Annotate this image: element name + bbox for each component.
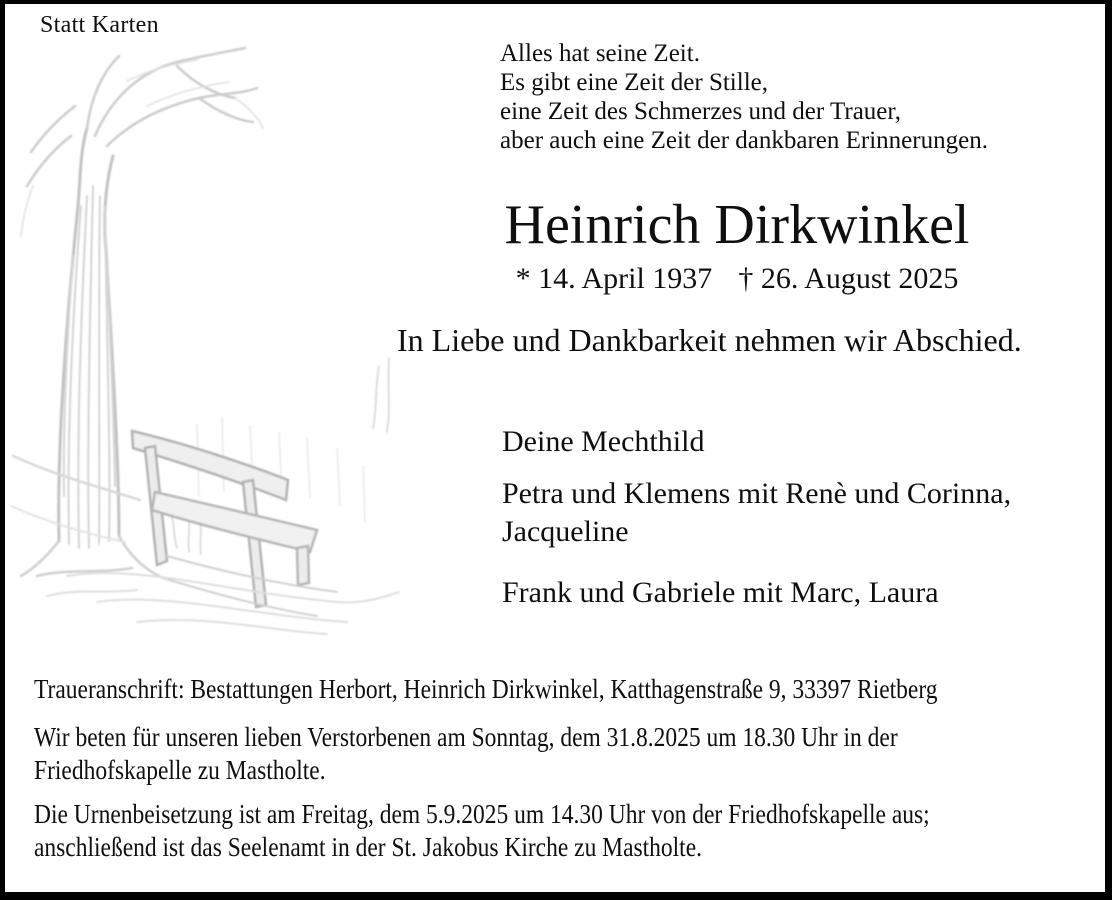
mourner-group <box>502 423 1011 461</box>
mourner-group <box>502 475 1011 551</box>
poem-line: eine Zeit des Schmerzes und der Trauer, <box>500 98 901 125</box>
life-dates <box>432 262 1042 296</box>
mourner-group <box>502 574 1011 612</box>
mourner-line: Frank und Gabriele mit Marc, Laura <box>502 576 939 609</box>
mourner-line: Petra und Klemens mit Renè und Corinna, <box>502 477 1012 510</box>
burial-info <box>34 798 930 864</box>
poem-line: Es gibt eine Zeit der Stille, <box>500 69 768 96</box>
deceased-name: Heinrich Dirkwinkel <box>504 194 970 256</box>
burial-line: Die Urnenbeisetzung ist am Freitag, dem 5.9.2025 um 14.30 Uhr von der Friedhofskapelle aus; <box>34 799 930 829</box>
tree-bench-sketch-icon <box>7 36 439 654</box>
burial-line: anschließend ist das Seelenamt in der St. Jakobus Kirche zu Mastholte. <box>34 832 703 862</box>
header-note: Statt Karten <box>40 12 159 38</box>
prayer-line: Wir beten für unseren lieben Verstorbenen am Sonntag, dem 31.8.2025 um 18.30 Uhr in der <box>34 722 898 752</box>
farewell-line: In Liebe und Dankbarkeit nehmen wir Abschied. <box>397 322 1022 358</box>
mourning-address: Traueranschrift: Bestattungen Herbort, Heinrich Dirkwinkel, Katthagenstraße 9, 33397 Rietberg <box>34 674 938 704</box>
prayer-line: Friedhofskapelle zu Mastholte. <box>34 755 326 785</box>
poem-line: aber auch eine Zeit der dankbaren Erinnerungen. <box>500 127 988 154</box>
prayer-service-info <box>34 721 898 787</box>
mourner-line: Jacqueline <box>502 515 629 548</box>
mourners <box>502 423 1011 612</box>
poem-line: Alles hat seine Zeit. <box>500 40 700 67</box>
death-date: † 26. August 2025 <box>738 262 959 295</box>
mourner-line: Deine Mechthild <box>502 425 705 458</box>
poem <box>500 39 988 155</box>
birth-date: * 14. April 1937 <box>515 262 713 295</box>
